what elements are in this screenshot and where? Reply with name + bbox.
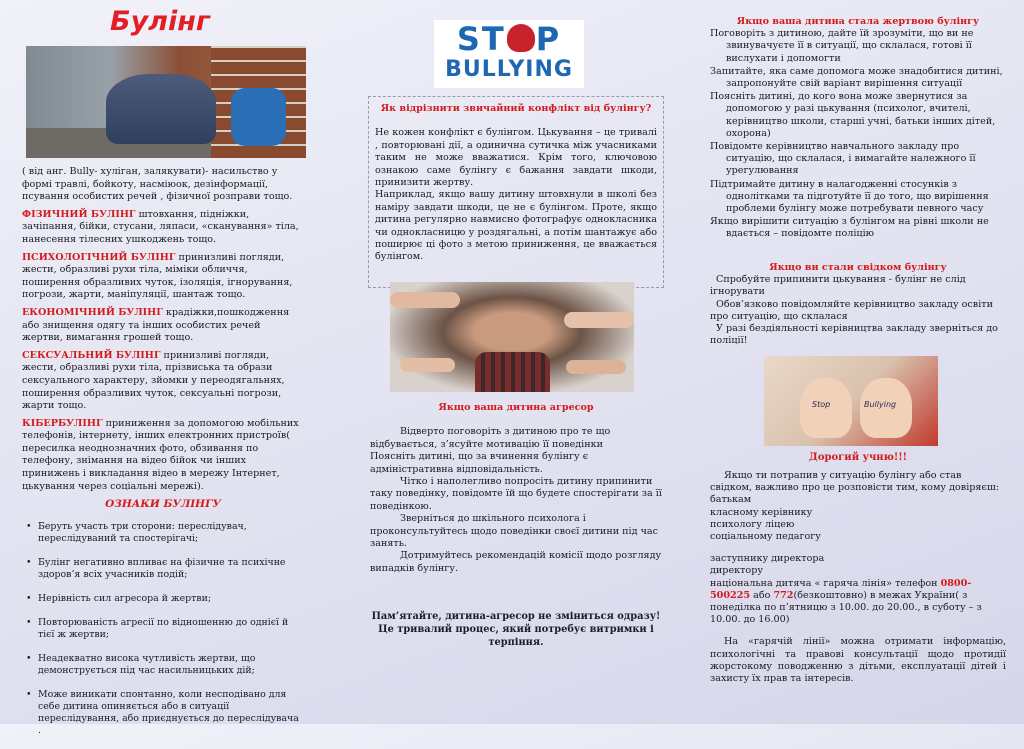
type-cyber — [22, 418, 304, 494]
finger-shape — [564, 312, 634, 328]
witness-item: У разі бездіяльності керівництва закладу зверніться до поліції! — [710, 323, 998, 347]
conflict-question: Як відрізнити звичайний конфлікт від булінгу? — [380, 103, 652, 114]
logo-stop — [434, 20, 584, 58]
list-item: • Беруть участь три сторони: переслідувач, переслідуваний та спостерігачі; — [22, 521, 304, 545]
aggressor-paragraph: Чітко і наполегливо попросіть дитину припинити таку поведінку, повідомте їй що будете спостерігати за її поведінкою. — [370, 476, 662, 512]
bullying-definitions — [22, 166, 304, 749]
type-name: ПСИХОЛОГІЧНИЙ БУЛІНГ — [22, 251, 176, 263]
hotline-info: На «гарячій лінії» можна отримати інформацію, психологічні та правові консультації щодо протидії жорстокому поводженню з дітьми, експлуатації дітей і захисту їх прав та інтересів. — [710, 636, 1006, 685]
type-text: принизливі погляди, жести, образливі рухи тіла, міміки обличчя, поширення образливих чуток, ізоляція, ігнорування, погрози, жарти, маніпуляції, шантаж тощо. — [22, 251, 293, 301]
logo-bullying: BULLYING — [445, 57, 573, 82]
list-item: • Повторюваність агресії по відношенню до однієї й тієї ж жертви; — [22, 617, 304, 641]
type-name: СЕКСУАЛЬНИЙ БУЛІНГ — [22, 349, 161, 361]
hotline-text: національна дитяча « гаряча лінія» телефон — [710, 577, 941, 589]
trust-item: психологу ліцею — [710, 518, 795, 530]
type-text: штовхання, підніжки, зачіпання, бійки, стусани, ляпаси, «сканування» тіла, нанесення тілесних ушкоджень тощо. — [22, 208, 299, 245]
hand-text-bullying: Bullying — [864, 400, 897, 409]
trust-section — [710, 470, 1006, 685]
hotline-text: або — [750, 589, 774, 601]
trust-item: батькам — [710, 494, 752, 506]
column-left — [0, 0, 342, 736]
victim-item: Запитайте, яка саме допомога може знадобитися дитині, запропонуйте свій варіант вирішення ситуації — [710, 65, 1003, 90]
finger-shape — [566, 360, 626, 374]
conflict-paragraph: Не кожен конфлікт є булінгом. Цькування – це тривалі , повторювані дії, а одинична сутичка між учасниками таким не може вважатися. Крім того, ключовою ознакою саме булінгу є бажання завдати шкоди, принизити жертву. — [375, 127, 657, 189]
victim-title: Якщо ваша дитина стала жертвою булінгу — [736, 16, 980, 27]
hand-icon — [507, 24, 535, 52]
definition-intro: ( від анг. Bully- хуліган, залякувати)- насильство у формі травлі, бойкоту, насміюок, дезінформації, псування особистих речей , фізичної розправи тощо. — [22, 166, 293, 203]
type-text: приниження за допомогою мобільних телефонів, інтернету, інших електронних пристроїв( пересилка неоднозначних фото, обзивання по телефону, знімання на відео бійок чи інших принижень і викладання відео в мережу Інтернет, цькування через соціальні мережі). — [22, 417, 299, 492]
signs-list — [22, 521, 304, 737]
witness-section — [710, 262, 1006, 347]
stop-bullying-logo — [434, 20, 584, 88]
signs-title: ОЗНАКИ БУЛІНГУ — [105, 498, 221, 511]
list-item: • Булінг негативно впливає на фізичне та психічне здоров’я всіх учасників подій; — [22, 557, 304, 581]
type-sexual — [22, 350, 304, 413]
sad-boy-photo — [26, 46, 306, 158]
type-physical — [22, 209, 304, 247]
victim-item: Поясніть дитині, до кого вона може звернутися за допомогою у разі цькування (психолог, вчителі, керівництво школи, старші учні, батьки інших дітей, охорона) — [710, 91, 996, 139]
victim-item: Якщо вирішити ситуацію з булінгом на рівні школи не вдається – повідомте поліцію — [710, 216, 989, 240]
aggressor-paragraph: Дотримуйтесь рекомендацій комісії щодо розгляду випадків булінгу. — [370, 550, 662, 574]
page-title: Булінг — [110, 6, 210, 37]
column-right — [684, 0, 1024, 724]
aggressor-paragraph: Поясніть дитині, що за вчинення булінгу є адміністративна відповідальність. — [370, 451, 589, 475]
type-economic — [22, 307, 304, 345]
boy-shirt-shape — [475, 352, 550, 392]
type-text: принизливі погляди, жести, образливі рухи тіла, прізвиська та образи сексуального характеру, зйомки у переодягальнях, поширення образливих чуток, сексуальні погрози, жарти тощо. — [22, 349, 285, 412]
victim-item: Поговоріть з дитиною, дайте їй зрозуміти, що ви не звинувачуєте її в ситуації, що склалася, готові її вислухати і допомогти — [710, 28, 974, 64]
logo-stop-end: P — [535, 20, 562, 58]
type-name: ФІЗИЧНИЙ БУЛІНГ — [22, 208, 136, 220]
list-item: • Нерівність сил агресора й жертви; — [22, 593, 304, 605]
type-name: КІБЕРБУЛІНГ — [22, 417, 103, 429]
list-item: • Неадекватно висока чутливість жертви, що демонструється під час насильницьких дій; — [22, 653, 304, 677]
hotline-number: 0800-500225 — [710, 577, 972, 601]
type-psychological — [22, 252, 304, 302]
aggressor-section — [370, 402, 662, 575]
trust-item: соціальному педагогу — [710, 531, 821, 543]
logo-stop-text: ST — [456, 20, 506, 58]
type-name: ЕКОНОМІЧНИЙ БУЛІНГ — [22, 306, 163, 318]
victim-item: Підтримайте дитину в налагодженні стосунків з однолітками та підготуйте її до того, що вирішення проблеми булінгу може потребувати певного часу — [710, 178, 989, 215]
trust-item: заступнику директора — [710, 553, 825, 565]
witness-title: Якщо ви стали свідком булінгу — [769, 262, 947, 273]
type-text: крадіжки,пошкодження або знищення одягу та інших особистих речей жертви, вимагання грошей тощо. — [22, 306, 290, 344]
remember-note: Пам’ятайте, дитина-агресор не зміниться одразу! Це тривалий процес, який потребує витримки і терпіння. — [371, 611, 661, 648]
boy-figure — [106, 74, 216, 144]
aggressor-paragraph: Відверто поговоріть з дитиною про те що відбувається, з’ясуйте мотивацію її поведінки — [370, 426, 611, 450]
backpack-figure — [231, 88, 286, 146]
finger-shape — [400, 358, 455, 372]
column-middle — [342, 0, 684, 724]
trust-item: директору — [710, 565, 763, 577]
aggressor-paragraph: Зверніться до шкільного психолога і проконсультуйтесь щодо поведінки своєї дитини під час занять. — [370, 513, 659, 550]
witness-item: Обов’язково повідомляйте керівництво закладу освіти про ситуацію, що склалася — [710, 298, 993, 322]
victim-section — [710, 16, 1006, 242]
victim-item: Повідомте керівництво навчального закладу про ситуацію, що склалася, і вимагайте належного її урегулювання — [710, 141, 976, 177]
conflict-box — [368, 96, 664, 288]
trust-item: класному керівнику — [710, 506, 813, 518]
witness-item: Спробуйте припинити цькування - булінг не слід ігнорувати — [710, 274, 966, 298]
pointing-fingers-photo — [390, 282, 634, 392]
hand-text-stop: Stop — [812, 400, 831, 409]
stop-bullying-hands-photo — [764, 356, 938, 446]
hotline-line — [710, 578, 1006, 627]
dear-student-heading: Дорогий учню!!! — [808, 452, 908, 463]
conflict-paragraph: Наприклад, якщо вашу дитину штовхнули в школі без наміру завдати шкоди, це не є булінгом. Проте, якщо дитина регулярно навмисно фотографує однокласника чи однокласницю у роздягальні, а потім шантажує або поширює ці фото з метою приниження, це вважається булінгом. — [375, 189, 657, 263]
aggressor-title: Якщо ваша дитина агресор — [438, 402, 594, 413]
hotline-short-number: 772 — [773, 589, 794, 601]
finger-shape — [390, 292, 460, 308]
trust-intro: Якщо ти потрапив у ситуацію булінгу або став свідком, важливо про це розповісти тим, кому довіряєш: — [710, 470, 999, 494]
hotline-text: (безкоштовно) в межах України( з понеділка по п’ятницю з 10.00. до 20.00., в суботу – з 10.00. до 16.00) — [710, 589, 982, 626]
list-item: • Може виникати спонтанно, коли несподівано для себе дитина опиняється або в ситуації переслідування, або приєднується до переслідувача . — [22, 689, 304, 737]
